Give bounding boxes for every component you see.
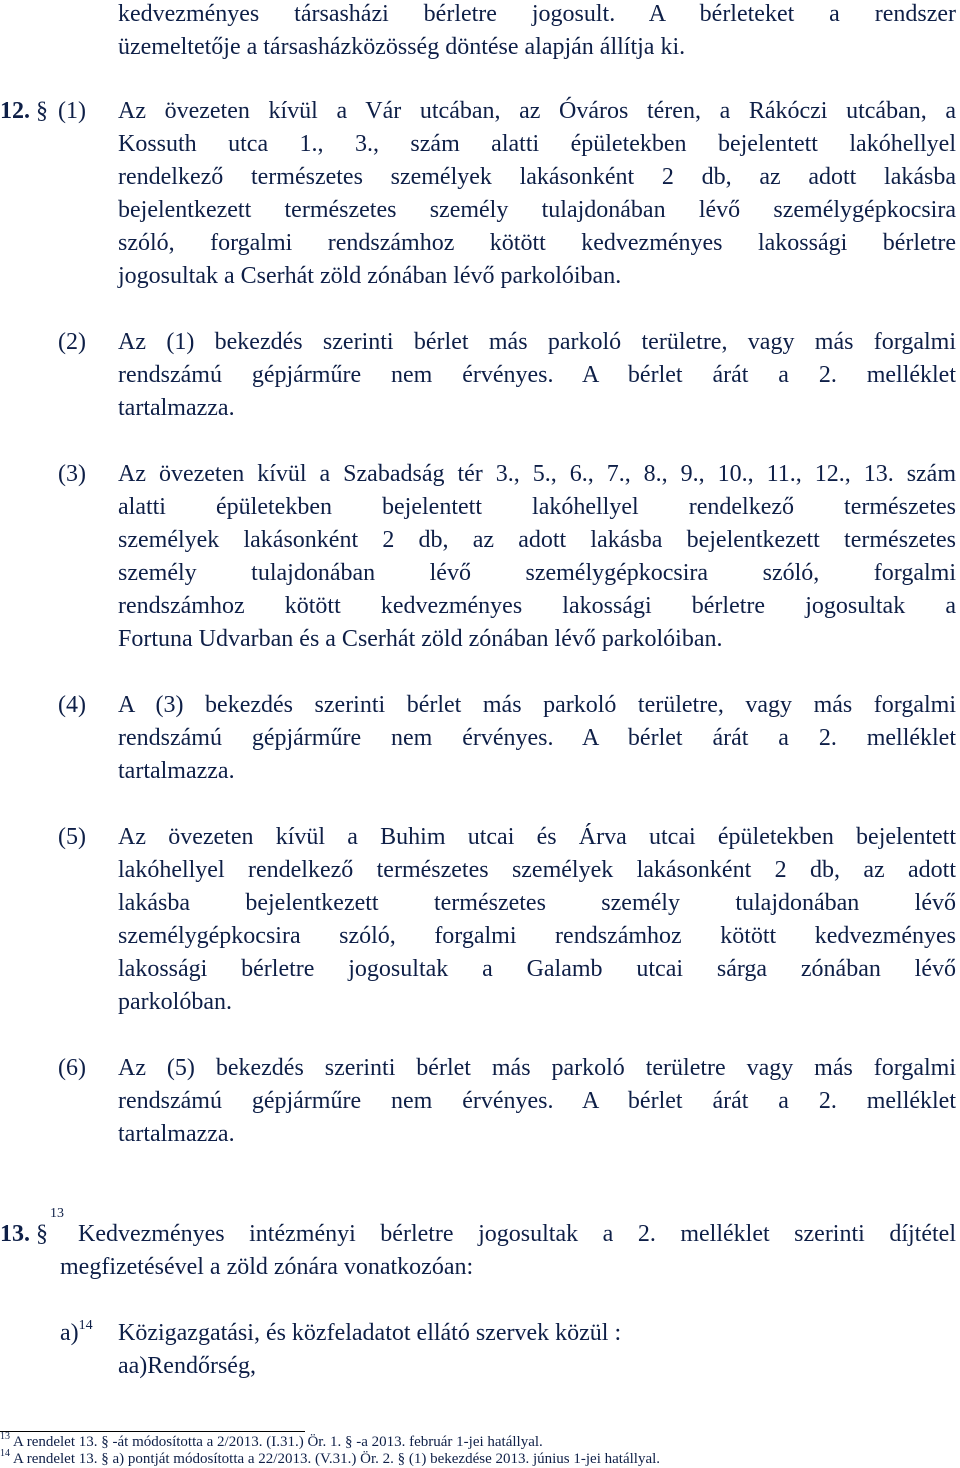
text-line: személyek lakásonként 2 db, az adott lakásba bejelentkezett természetes <box>118 527 956 553</box>
text-line: Az övezeten kívül a Vár utcában, az Óváros téren, a Rákóczi utcában, a <box>118 98 956 124</box>
list-item-text: Közigazgatási, és közfeladatot ellátó szervek közül : <box>118 1320 622 1346</box>
text-line: bejelentkezett természetes személy tulajdonában lévő személygépkocsira <box>118 197 956 223</box>
list-item-sub <box>118 1350 956 1383</box>
subsection-label: (3) <box>58 461 86 487</box>
text-line: tartalmazza. <box>118 758 235 784</box>
subsection-label: (2) <box>58 329 86 355</box>
text-line: személygépkocsira szóló, forgalmi rendszámhoz kötött kedvezményes <box>118 923 956 949</box>
subsection-label: (4) <box>58 692 86 718</box>
footnote: $^{14}$ A rendelet 13. § a) pontját módosította a 22/2013. (V.31.) Ör. 2. § (1) bekezdése 2013. június 1-jei hatállyal. <box>0 1448 661 1467</box>
list-item-label: a)$^{14}$ <box>60 1318 93 1346</box>
text-line: lakóhellyel rendelkező természetes személyek lakásonként 2 db, az adott <box>118 857 956 883</box>
footnote-ref[interactable]: 14 <box>78 1318 93 1333</box>
text-line: rendszámhoz kötött kedvezményes lakossági bérletre jogosultak a <box>118 593 956 619</box>
text-line: rendszámú gépjárműre nem érvényes. A bérlet árát a 2. melléklet <box>118 725 956 751</box>
text-line: üzemeltetője a társasházközösség döntése alapján állítja ki. <box>118 34 686 60</box>
text-line: parkolóban. <box>118 989 232 1015</box>
list-item-text: Rendőrség, <box>147 1353 256 1379</box>
list-item-label: aa) <box>118 1353 148 1379</box>
subsection-label: (1) <box>58 98 86 124</box>
subsection-label: (6) <box>58 1055 86 1081</box>
text-line: jogosultak a Cserhát zöld zónában lévő parkolóiban. <box>118 263 622 289</box>
text-line: lakossági bérletre jogosultak a Galamb utcai sárga zónában lévő <box>118 956 956 982</box>
footnote-divider <box>0 1431 305 1432</box>
subsection-label: (5) <box>58 824 86 850</box>
text-line: A (3) bekezdés szerinti bérlet más parkoló területre, vagy más forgalmi <box>118 692 956 718</box>
text-line: tartalmazza. <box>118 395 235 421</box>
text-line: alatti épületekben bejelentett lakóhellyel rendelkező természetes <box>118 494 956 520</box>
text-line: Az övezeten kívül a Szabadság tér 3., 5., 6., 7., 8., 9., 10., 11., 12., 13. szám <box>118 461 956 487</box>
text-line: rendelkező természetes személyek lakásonként 2 db, az adott lakásba <box>118 164 956 190</box>
text-line: megfizetésével a zöld zónára vonatkozóan: <box>60 1254 474 1280</box>
text-line: Fortuna Udvarban és a Cserhát zöld zónában lévő parkolóiban. <box>118 626 723 652</box>
text-line: Az (5) bekezdés szerinti bérlet más parkoló területre vagy más forgalmi <box>118 1055 956 1081</box>
text-line: rendszámú gépjárműre nem érvényes. A bérlet árát a 2. melléklet <box>118 362 956 388</box>
text-line: személy tulajdonában lévő személygépkocsira szóló, forgalmi <box>118 560 956 586</box>
text-line: szóló, forgalmi rendszámhoz kötött kedvezményes lakossági bérletre <box>118 230 956 256</box>
text-line: Az (1) bekezdés szerinti bérlet más parkoló területre, vagy más forgalmi <box>118 329 956 355</box>
footnote: $^{13}$ A rendelet 13. § -át módosította a 2/2013. (I.31.) Ör. 1. § -a 2013. február 1-jei hatállyal. <box>0 1431 543 1450</box>
text-line: lakásba bejelentkezett természetes személy tulajdonában lévő <box>118 890 956 916</box>
text-line: tartalmazza. <box>118 1121 235 1147</box>
text-line: Kossuth utca 1., 3., szám alatti épületekben bejelentett lakóhellyel <box>118 131 956 157</box>
text-line: kedvezményes társasházi bérletre jogosult. A bérleteket a rendszer <box>118 1 956 27</box>
text-line: rendszámú gépjárműre nem érvényes. A bérlet árát a 2. melléklet <box>118 1088 956 1114</box>
text-line: Az övezeten kívül a Buhim utcai és Árva utcai épületekben bejelentett <box>118 824 956 850</box>
text-line: Kedvezményes intézményi bérletre jogosultak a 2. melléklet szerinti díjtétel <box>78 1221 956 1247</box>
